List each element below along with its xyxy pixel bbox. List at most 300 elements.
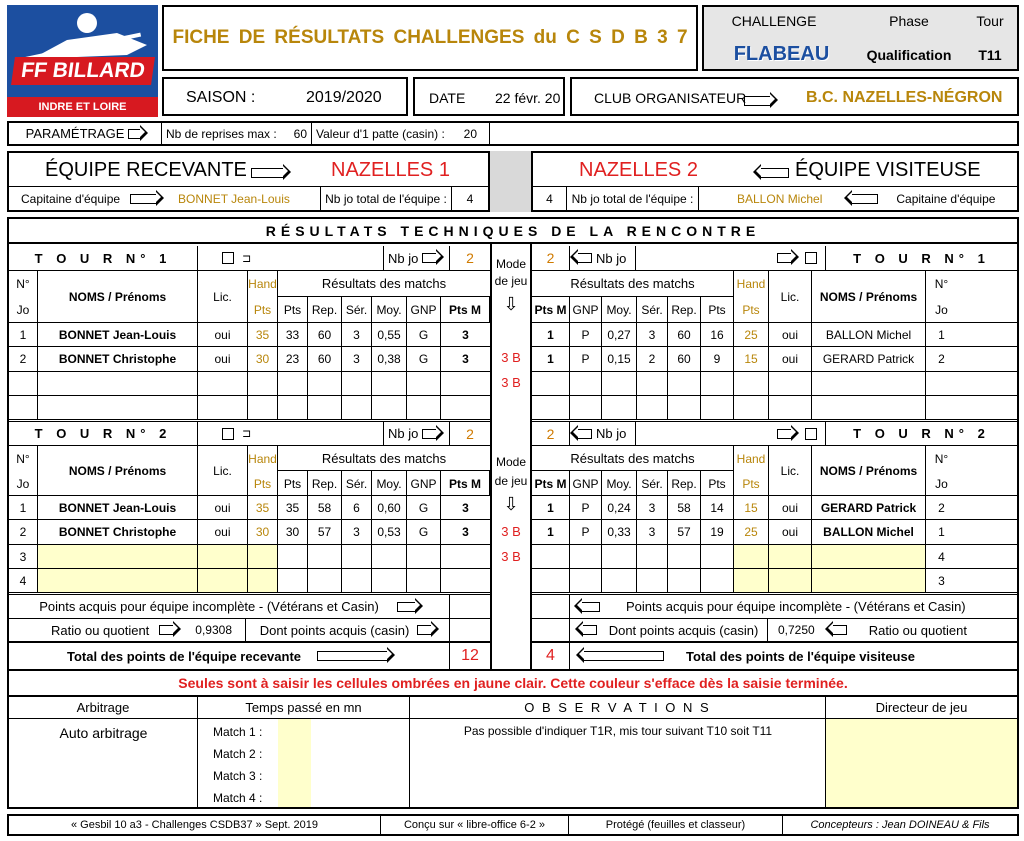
date-box (413, 77, 565, 116)
home-team-name: NAZELLES 1 (331, 159, 450, 181)
incomplete-label: Points acquis pour équipe incomplète - (Vétérans et Casin) (39, 599, 379, 614)
cell-2: oui (198, 347, 248, 371)
cell-0: 4 (9, 569, 38, 592)
cell-0: 1 (9, 323, 38, 346)
cell-4: 60 (668, 323, 701, 346)
cell-7 (372, 396, 407, 419)
cell-3: 30 (248, 347, 278, 371)
table-row (9, 323, 490, 347)
away-team-name: NAZELLES 2 (579, 159, 698, 181)
cell-6 (342, 545, 372, 568)
cell-3 (637, 396, 668, 419)
cell-7: oui (769, 496, 812, 519)
cell-6 (342, 396, 372, 419)
mode-label: de jeu (494, 474, 528, 488)
cell-4: 35 (278, 496, 308, 519)
cell-4 (278, 545, 308, 568)
club-label: CLUB ORGANISATEUR (594, 90, 747, 106)
cell-4: 60 (668, 347, 701, 371)
cell-5: 19 (701, 520, 734, 544)
cell-6: 25 (734, 323, 769, 346)
checkbox-icon[interactable] (222, 252, 234, 264)
arbitrage-value: Auto arbitrage (59, 725, 148, 741)
cell-9 (441, 569, 490, 592)
observations-value[interactable]: Pas possible d'indiquer T1R, mis tour suivant T10 soit T11 (463, 724, 773, 738)
match3-label: Match 3 : (213, 769, 263, 783)
home-team-box (7, 151, 490, 212)
table-row (9, 347, 490, 372)
tour2-label: T O U R N° 2 (34, 426, 172, 441)
cell-8: G (407, 347, 441, 371)
cell-5: 60 (308, 323, 342, 346)
observations-label: O B S E R V A T I O N S (410, 697, 826, 718)
cell-1: P (570, 496, 602, 519)
tour2-nbjo-away: 2 (532, 422, 570, 445)
arrow-right-icon (128, 129, 140, 139)
cell-8 (407, 372, 441, 395)
cell-7: 0,38 (372, 347, 407, 371)
cell-9: 3 (462, 500, 469, 515)
arrow-right-icon (251, 168, 283, 178)
date-value: 22 févr. 20 (495, 90, 561, 106)
cell-0: 1 (9, 496, 38, 519)
col-hand-pts: Pts (734, 297, 769, 323)
cell-1: BONNET Jean-Louis (38, 323, 198, 346)
col-hand-pts: Pts (734, 471, 769, 496)
cell-2: oui (198, 496, 248, 519)
cell-3: 35 (248, 496, 278, 519)
captain-label: Capitaine d'équipe (896, 191, 996, 206)
challenge-label: CHALLENGE (731, 13, 817, 29)
cell-8 (812, 569, 926, 592)
arrow-right-icon (317, 651, 387, 661)
cell-6: 3 (342, 347, 372, 371)
cell-8: G (407, 520, 441, 544)
cell-4: 58 (668, 496, 701, 519)
cell-9 (926, 372, 957, 395)
cell-5 (308, 396, 342, 419)
cell-2 (198, 396, 248, 419)
cell-7: oui (769, 323, 812, 346)
cell-9 (441, 545, 490, 568)
match2-label: Match 2 : (213, 747, 263, 761)
cell-0: 1 (532, 323, 570, 346)
total-away-label: Total des points de l'équipe visiteuse (686, 648, 915, 664)
credit-libreoffice: Conçu sur « libre-office 6-2 » (381, 816, 569, 834)
cell-0: 1 (532, 520, 570, 544)
home-nbjo-label: Nb jo total de l'équipe : (321, 187, 452, 210)
table-row (532, 396, 1017, 420)
table-row (9, 372, 490, 396)
tour-value: T11 (978, 47, 1002, 63)
director-input[interactable] (826, 719, 1017, 807)
cell-9: 3 (462, 352, 469, 366)
cell-7 (372, 372, 407, 395)
cell-6 (342, 569, 372, 592)
col-ptsm: Pts M (441, 297, 490, 323)
page-title: FICHE DE RÉSULTATS CHALLENGES du C S D B 3 7 (172, 27, 688, 48)
table-row (9, 545, 490, 569)
table-row (532, 347, 1017, 372)
cell-2 (602, 396, 637, 419)
col-pts: Pts (278, 471, 308, 496)
bracket-icon: ⊐ (242, 252, 252, 265)
cell-6: 15 (734, 496, 769, 519)
away-team-box (531, 151, 1019, 212)
cell-2 (198, 372, 248, 395)
arrow-right-icon (397, 602, 415, 612)
table-row (532, 520, 1017, 545)
cell-2: 0,15 (602, 347, 637, 371)
col-gnp: GNP (570, 471, 602, 496)
col-ser: Sér. (637, 471, 668, 496)
captain-label: Capitaine d'équipe (21, 191, 121, 206)
away-captain: BALLON Michel (737, 191, 823, 206)
col-names: NOMS / Prénoms (812, 446, 926, 496)
arrow-left-icon (833, 625, 847, 635)
cell-0 (532, 569, 570, 592)
logo-text: FF BILLARD (11, 57, 155, 85)
ratio-label: Ratio ou quotient (868, 622, 967, 638)
cell-0 (532, 545, 570, 568)
results-section (7, 217, 1019, 671)
ratio-away: 0,7250 (778, 623, 815, 637)
director-label: Directeur de jeu (875, 700, 968, 715)
cell-4: 30 (278, 520, 308, 544)
col-moy: Moy. (372, 297, 407, 323)
col-rep: Rep. (668, 297, 701, 323)
nbjo-label: Nb jo (596, 426, 627, 441)
nbjo-label: Nb jo (596, 250, 627, 266)
home-nbjo: 4 (466, 191, 474, 206)
casin-label: Dont points acquis (casin) (259, 622, 410, 638)
cell-0: 2 (9, 520, 38, 544)
cell-8: GERARD Patrick (812, 347, 926, 371)
cell-8: BALLON Michel (812, 323, 926, 346)
cell-3 (637, 545, 668, 568)
cell-1 (38, 396, 198, 419)
arrow-right-icon (422, 253, 436, 263)
arrow-left-icon (578, 429, 592, 439)
season-value: 2019/2020 (306, 89, 382, 106)
cell-1: BONNET Jean-Louis (38, 496, 198, 519)
cell-3 (248, 569, 278, 592)
arrow-right-icon (777, 429, 791, 439)
away-label: ÉQUIPE VISITEUSE (795, 159, 981, 181)
cell-1 (38, 569, 198, 592)
cell-0: 1 (532, 496, 570, 519)
challenge-box (702, 5, 1019, 71)
patte-label: Valeur d'1 patte (casin) : (316, 126, 445, 141)
match4-label: Match 4 : (213, 791, 263, 805)
mode-label: Mode (495, 455, 527, 469)
incomplete-label: Points acquis pour équipe incomplète - (Vétérans et Casin) (626, 599, 966, 614)
notice-text: Seules sont à saisir les cellules ombrées en jaune clair. Cette couleur s'efface dès la saisie terminée. (7, 671, 1019, 695)
cell-7 (769, 569, 812, 592)
cell-1: BONNET Christophe (38, 347, 198, 371)
cell-7: 0,55 (372, 323, 407, 346)
cell-9: 2 (938, 352, 945, 366)
away-nbjo-label: Nb jo total de l'équipe : (567, 187, 699, 210)
mode-value: 3 B (501, 549, 521, 564)
cell-0: 2 (9, 347, 38, 371)
checkbox-icon[interactable] (222, 428, 234, 440)
cell-3: 3 (637, 496, 668, 519)
col-ser: Sér. (342, 297, 372, 323)
table-row (532, 569, 1017, 593)
cell-3: 35 (248, 323, 278, 346)
col-lic: Lic. (769, 446, 812, 496)
logo-subtext: INDRE ET LOIRE (7, 97, 158, 117)
arrow-left-icon (761, 168, 789, 178)
cell-9 (441, 372, 490, 395)
time-input-column[interactable] (278, 719, 311, 807)
cell-9: 3 (462, 327, 469, 342)
col-jo: Jo (9, 297, 38, 323)
checkbox-icon[interactable] (805, 428, 817, 440)
params-row (7, 121, 1019, 146)
season-label: SAISON : (186, 89, 256, 106)
cell-6: 3 (342, 323, 372, 346)
cell-8: BALLON Michel (812, 520, 926, 544)
cell-3 (248, 396, 278, 419)
cell-2 (198, 569, 248, 592)
table-row (9, 496, 490, 520)
col-hand: Hand (734, 271, 769, 297)
cell-0 (532, 396, 570, 419)
cell-8 (812, 396, 926, 419)
cell-3: 3 (637, 323, 668, 346)
col-results: Résultats des matchs (278, 446, 490, 471)
cell-3: 30 (248, 520, 278, 544)
nbjo-label: Nb jo (388, 250, 419, 266)
col-gnp: GNP (570, 297, 602, 323)
patte-value: 20 (463, 126, 477, 141)
arrow-right-icon (417, 625, 431, 635)
home-label: ÉQUIPE RECEVANTE (45, 159, 247, 181)
cell-7 (372, 545, 407, 568)
cell-6 (734, 545, 769, 568)
cell-2: oui (198, 323, 248, 346)
cell-8 (812, 545, 926, 568)
arrow-right-icon (777, 253, 791, 263)
club-box (570, 77, 1019, 116)
arrow-right-icon (159, 625, 173, 635)
col-jo: Jo (9, 471, 38, 496)
phase-label: Phase (889, 13, 929, 29)
table-row (532, 545, 1017, 569)
cell-8 (407, 396, 441, 419)
mode-label: de jeu (494, 274, 528, 288)
table-row (532, 323, 1017, 347)
cell-4 (668, 569, 701, 592)
col-results: Résultats des matchs (278, 271, 490, 297)
tour-label: Tour (976, 13, 1004, 29)
col-no: N° (9, 446, 38, 471)
mode-label: Mode (495, 257, 527, 271)
tour1-nbjo-away: 2 (532, 246, 570, 270)
cell-2 (602, 569, 637, 592)
cell-3 (248, 372, 278, 395)
col-rep: Rep. (308, 471, 342, 496)
col-hand: Hand (734, 446, 769, 471)
arrow-left-icon (578, 253, 592, 263)
cell-2: 0,24 (602, 496, 637, 519)
ratio-home: 0,9308 (195, 623, 232, 637)
col-results: Résultats des matchs (532, 446, 734, 471)
cell-9: 1 (938, 327, 945, 342)
col-ser: Sér. (342, 471, 372, 496)
ratio-label: Ratio ou quotient (51, 622, 150, 638)
table-row (9, 520, 490, 545)
season-box (162, 77, 408, 116)
mode-value: 3 B (501, 524, 521, 539)
arrow-left-icon (584, 651, 664, 661)
col-jo: Jo (935, 476, 948, 491)
tour2-nbjo-home: 2 (466, 425, 474, 442)
col-moy: Moy. (602, 297, 637, 323)
cell-8 (812, 372, 926, 395)
col-lic: Lic. (198, 271, 248, 323)
cell-8: GERARD Patrick (812, 496, 926, 519)
col-lic: Lic. (198, 446, 248, 496)
tour1-nbjo-home: 2 (466, 250, 474, 266)
cell-7: 0,60 (372, 496, 407, 519)
mode-column (490, 244, 532, 669)
credit-concepteurs: Concepteurs : Jean DOINEAU & Fils (810, 819, 990, 831)
col-ptsm: Pts M (532, 297, 570, 323)
cell-0 (9, 372, 38, 395)
cell-9: 2 (938, 500, 945, 515)
cell-8 (407, 569, 441, 592)
cell-7: 0,53 (372, 520, 407, 544)
cell-9: 3 (462, 525, 469, 539)
cell-6 (342, 372, 372, 395)
arrow-left-icon (582, 602, 600, 612)
credits-row (7, 814, 1019, 836)
cell-7 (769, 372, 812, 395)
col-hand: Hand (248, 446, 278, 471)
col-pts: Pts (701, 471, 734, 496)
arrow-down-icon: ⇩ (503, 494, 519, 514)
date-label: DATE (429, 90, 466, 106)
arrow-left-icon (583, 625, 597, 635)
col-names: NOMS / Prénoms (38, 271, 198, 323)
cell-4 (278, 396, 308, 419)
table-row (9, 569, 490, 593)
col-ptsm: Pts M (441, 471, 490, 496)
cell-7 (372, 569, 407, 592)
table-row (532, 496, 1017, 520)
params-label: PARAMÉTRAGE (25, 126, 125, 141)
cell-5 (308, 545, 342, 568)
cell-3 (637, 372, 668, 395)
col-names: NOMS / Prénoms (38, 446, 198, 496)
cell-4: 57 (668, 520, 701, 544)
col-moy: Moy. (602, 471, 637, 496)
total-away: 4 (532, 643, 570, 669)
cell-2 (198, 545, 248, 568)
col-no: N° (934, 277, 949, 291)
col-names: NOMS / Prénoms (812, 271, 926, 323)
col-pts: Pts (701, 297, 734, 323)
cell-6: 25 (734, 520, 769, 544)
tour1-right-label: T O U R N° 1 (853, 250, 990, 266)
cell-8: G (407, 323, 441, 346)
cell-5: 16 (701, 323, 734, 346)
cell-5: 9 (701, 347, 734, 371)
cell-4: 33 (278, 323, 308, 346)
col-hand-pts: Pts (248, 297, 278, 323)
col-ptsm: Pts M (532, 471, 570, 496)
col-ser: Sér. (637, 297, 668, 323)
cell-4 (278, 372, 308, 395)
club-value: B.C. NAZELLES-NÉGRON (806, 89, 1003, 106)
total-home-label: Total des points de l'équipe recevante (66, 648, 302, 664)
cell-3: 2 (637, 347, 668, 371)
challenge-name: FLABEAU (733, 43, 830, 65)
cell-4 (278, 569, 308, 592)
footer-table (7, 695, 1019, 809)
cell-1 (570, 569, 602, 592)
section-title: RÉSULTATS TECHNIQUES DE LA RENCONTRE (9, 219, 1017, 244)
col-gnp: GNP (407, 297, 441, 323)
cell-0 (9, 396, 38, 419)
credit-protege: Protégé (feuilles et classeur) (569, 816, 783, 834)
arrow-right-icon (130, 194, 156, 204)
cell-3: 3 (637, 520, 668, 544)
arrow-right-icon (422, 429, 436, 439)
checkbox-icon[interactable] (805, 252, 817, 264)
cell-1: BONNET Christophe (38, 520, 198, 544)
col-rep: Rep. (308, 297, 342, 323)
mode-value: 3 B (501, 375, 521, 390)
cell-1: P (570, 520, 602, 544)
arbitrage-label: Arbitrage (9, 697, 198, 718)
cell-5: 57 (308, 520, 342, 544)
cell-5 (701, 396, 734, 419)
cell-6 (734, 396, 769, 419)
cell-1: P (570, 323, 602, 346)
cell-7: oui (769, 347, 812, 371)
title-box (162, 5, 698, 71)
mode-value: 3 B (501, 350, 521, 365)
col-moy: Moy. (372, 471, 407, 496)
cell-9 (926, 396, 957, 419)
ff-billard-logo (7, 5, 158, 117)
col-no: N° (9, 271, 38, 297)
credit-gesbil: « Gesbil 10 a3 - Challenges CSDB37 » Sept. 2019 (9, 816, 381, 834)
cell-2: oui (198, 520, 248, 544)
cell-6 (734, 372, 769, 395)
col-hand: Hand (248, 271, 278, 297)
cell-5 (308, 372, 342, 395)
cell-0 (532, 372, 570, 395)
arrow-left-icon (852, 194, 878, 204)
col-no: N° (934, 451, 949, 466)
reprises-label: Nb de reprises max : (166, 126, 277, 141)
cell-1 (570, 545, 602, 568)
cell-1 (38, 545, 198, 568)
match1-label: Match 1 : (213, 725, 263, 739)
arrow-right-icon (744, 96, 770, 106)
reprises-value: 60 (293, 126, 307, 141)
phase-value: Qualification (866, 47, 952, 63)
cell-4 (668, 372, 701, 395)
cell-2 (602, 545, 637, 568)
col-pts: Pts (278, 297, 308, 323)
cell-6 (734, 569, 769, 592)
